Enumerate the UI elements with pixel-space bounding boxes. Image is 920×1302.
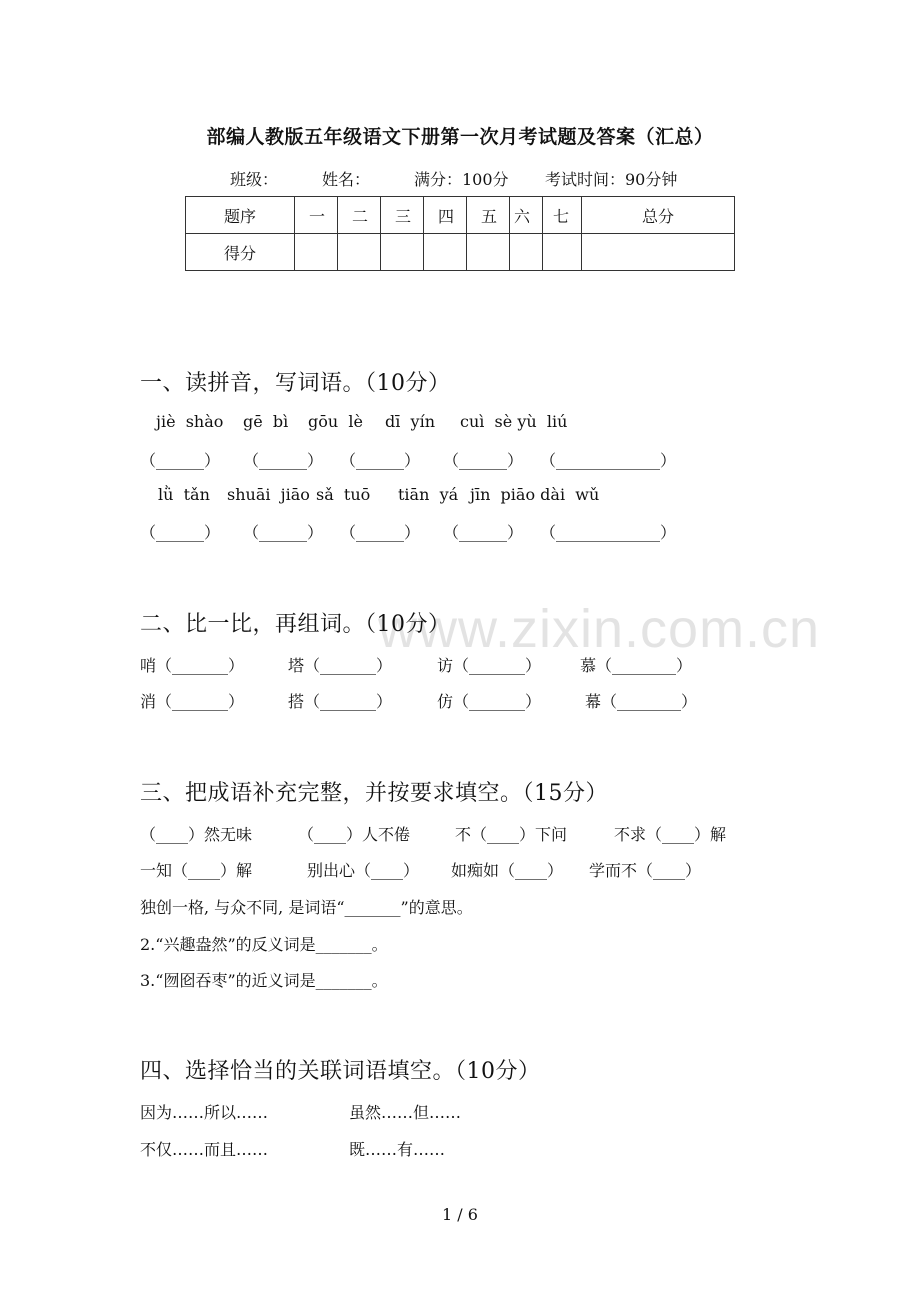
word-item-2-2[interactable]: 搭（_______） xyxy=(288,692,393,711)
word-item-2-3[interactable]: 仿（_______） xyxy=(437,692,542,711)
blank-2-3[interactable]: （______） xyxy=(340,523,421,542)
score-col-6: 六 xyxy=(510,197,543,234)
question-3: 3.“囫囵吞枣”的近义词是_______。 xyxy=(140,971,388,990)
blank-2-4[interactable]: （______） xyxy=(443,523,524,542)
score-col-total: 总分 xyxy=(582,197,735,234)
pinyin-2-5: jīn piāo dài wǔ xyxy=(470,485,600,504)
score-cell-5[interactable] xyxy=(467,234,510,271)
section-3-title: 三、把成语补充完整，并按要求填空。（15分） xyxy=(140,781,608,806)
blank-1-5[interactable]: （_____________） xyxy=(540,451,677,470)
class-label: 班级： xyxy=(230,170,279,189)
conjunction-1-1: 因为……所以…… xyxy=(140,1103,269,1122)
pinyin-1-1: jiè shào xyxy=(156,412,224,431)
idiom-1-4[interactable]: 不求（____）解 xyxy=(614,825,727,844)
score-table-score-row xyxy=(186,234,735,271)
conjunction-2-1: 不仅……而且…… xyxy=(140,1140,269,1159)
conjunction-1-2: 虽然……但…… xyxy=(349,1103,462,1122)
word-item-1-1[interactable]: 哨（_______） xyxy=(140,656,245,675)
blank-2-2[interactable]: （______） xyxy=(243,523,324,542)
word-item-2-4[interactable]: 幕（________） xyxy=(585,692,698,711)
pinyin-2-3: sǎ tuō xyxy=(316,485,371,504)
score-col-1: 一 xyxy=(295,197,338,234)
score-col-4: 四 xyxy=(424,197,467,234)
idiom-1-1[interactable]: （____）然无味 xyxy=(140,825,253,844)
score-cell-total[interactable] xyxy=(582,234,735,271)
question-1: 独创一格, 与众不同, 是词语“_______”的意思。 xyxy=(140,898,473,917)
page-title: 部编人教版五年级语文下册第一次月考试题及答案（汇总） xyxy=(206,126,714,148)
blank-1-3[interactable]: （______） xyxy=(340,451,421,470)
pinyin-2-4: tiān yá xyxy=(398,485,459,504)
pinyin-1-4: dī yín xyxy=(385,412,435,431)
word-item-1-4[interactable]: 慕（________） xyxy=(580,656,693,675)
conjunction-2-2: 既……有…… xyxy=(349,1140,446,1159)
score-cell-6[interactable] xyxy=(510,234,543,271)
watermark: www.zixin.com.cn xyxy=(378,599,821,659)
page-number: 1 / 6 xyxy=(442,1205,478,1224)
question-2: 2.“兴趣盎然”的反义词是_______。 xyxy=(140,935,388,954)
score-cell-3[interactable] xyxy=(381,234,424,271)
pinyin-2-1: lǜ tǎn xyxy=(158,485,210,504)
score-col-3: 三 xyxy=(381,197,424,234)
pinyin-1-5: cuì sè yù liú xyxy=(460,412,568,431)
score-cell-1[interactable] xyxy=(295,234,338,271)
full-score-label: 满分：100分 xyxy=(414,170,509,189)
blank-1-2[interactable]: （______） xyxy=(243,451,324,470)
score-table xyxy=(185,196,735,271)
idiom-1-3[interactable]: 不（____）下问 xyxy=(455,825,568,844)
section-2-title: 二、比一比，再组词。（10分） xyxy=(140,612,451,637)
score-cell-4[interactable] xyxy=(424,234,467,271)
score-table-header-label: 题序 xyxy=(186,197,295,234)
name-label: 姓名： xyxy=(322,170,371,189)
score-col-5: 五 xyxy=(467,197,510,234)
score-table-header-row xyxy=(186,197,735,234)
word-item-1-2[interactable]: 塔（_______） xyxy=(288,656,393,675)
pinyin-1-3: gōu lè xyxy=(308,412,363,431)
section-1-title: 一、读拼音，写词语。（10分） xyxy=(140,371,451,396)
score-col-2: 二 xyxy=(338,197,381,234)
blank-2-5[interactable]: （_____________） xyxy=(540,523,677,542)
blank-1-1[interactable]: （______） xyxy=(140,451,221,470)
score-cell-2[interactable] xyxy=(338,234,381,271)
blank-2-1[interactable]: （______） xyxy=(140,523,221,542)
idiom-2-4[interactable]: 学而不（____） xyxy=(589,861,702,880)
score-cell-7[interactable] xyxy=(543,234,582,271)
idiom-2-3[interactable]: 如痴如（____） xyxy=(451,861,564,880)
word-item-1-3[interactable]: 访（_______） xyxy=(437,656,542,675)
pinyin-1-2: gē bì xyxy=(243,412,289,431)
idiom-1-2[interactable]: （____）人不倦 xyxy=(298,825,411,844)
word-item-2-1[interactable]: 消（_______） xyxy=(140,692,245,711)
blank-1-4[interactable]: （______） xyxy=(443,451,524,470)
score-col-7: 七 xyxy=(543,197,582,234)
exam-time-label: 考试时间：90分钟 xyxy=(545,170,678,189)
idiom-2-2[interactable]: 别出心（____） xyxy=(307,861,420,880)
pinyin-2-2: shuāi jiāo xyxy=(227,485,310,504)
score-row-label: 得分 xyxy=(186,234,295,271)
section-4-title: 四、选择恰当的关联词语填空。（10分） xyxy=(140,1059,541,1084)
idiom-2-1[interactable]: 一知（____）解 xyxy=(140,861,253,880)
